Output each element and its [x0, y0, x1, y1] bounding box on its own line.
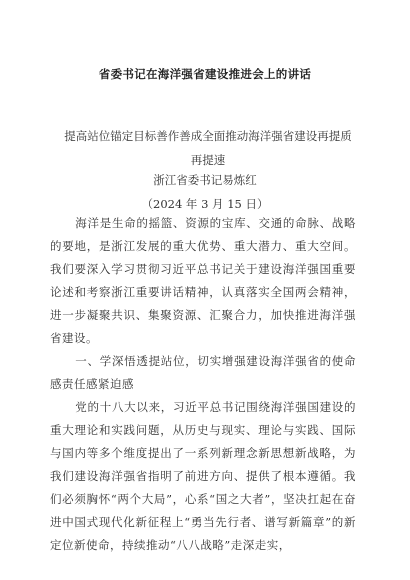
document-subtitle: 提高站位锚定目标善作善成全面推动海洋强省建设再提质再提速 [64, 129, 352, 167]
section-heading-1: 一、学深悟透提站位，切实增强建设海洋强省的使命感责任感紧迫感 [50, 354, 356, 391]
body-paragraph-1: 党的十八大以来，习近平总书记围绕海洋强国建设的重大理论和实践问题，从历史与现实、理论与实践、国际与国内等多个维度提出了一系列新理念新思想新战略，为我们建设海洋强省指明了前进方向、提供了根本遵循。我们必须胸怀“两个大局”，心系“国之大者”，坚决扛起在奋进中国式现代化新征程上“勇当先行者、谱写新篇章”的新定位新使命，持续推动“八八战略”走深走实， [50, 400, 356, 552]
document-author: 浙江省委书记易炼红 [153, 173, 257, 187]
document-title: 省委书记在海洋强省建设推进会上的讲话 [98, 67, 312, 81]
body-paragraph-intro: 海洋是生命的摇篮、资源的宝库、交通的命脉、战略的要地，是浙江发展的重大优势、重大潜力、重大空间。我们要深入学习贯彻习近平总书记关于建设海洋强国重要论述和考察浙江重要讲话精神，认真落实全国两会精神，进一步凝聚共识、集聚资源、汇聚合力，加快推进海洋强省建设。 [50, 216, 356, 345]
document-date: （2024 年 3 月 15 日） [141, 197, 269, 211]
document-body [50, 212, 356, 557]
